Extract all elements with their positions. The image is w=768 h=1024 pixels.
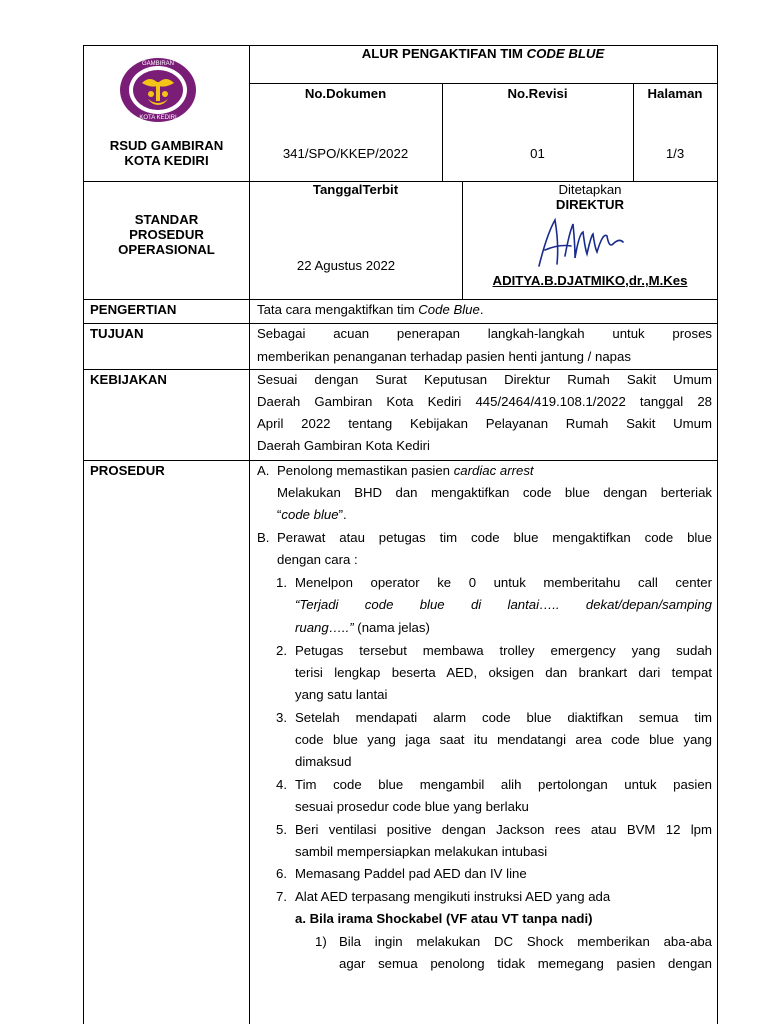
- kebijakan-line: Daerah Gambiran Kota Kediri 445/2464/419.108.1/2022 tanggal 28: [257, 394, 712, 409]
- item-1-line: “Terjadi code blue di lantai….. dekat/depan/samping: [295, 597, 712, 612]
- doc-number-value: 341/SPO/KKEP/2022: [282, 146, 409, 161]
- logo-emblem-icon: [118, 55, 198, 125]
- item-2-marker: 2.: [276, 643, 287, 658]
- revision-label: No.Revisi: [507, 86, 568, 101]
- tujuan-line: Sebagai acuan penerapan langkah-langkah untuk proses: [257, 326, 712, 341]
- item-3-line: Setelah mendapati alarm code blue diaktifkan semua tim: [295, 710, 712, 725]
- director-name: ADITYA.B.DJATMIKO,dr.,M.Kes: [492, 273, 688, 288]
- item-6-marker: 6.: [276, 866, 287, 881]
- sub-a-heading: a. Bila irama Shockabel (VF atau VT tanpa nadi): [295, 911, 593, 926]
- page-value: 1/3: [665, 146, 685, 161]
- tujuan-line: memberikan penanganan terhadap pasien henti jantung / napas: [257, 349, 631, 364]
- step-a-line: Penolong memastikan pasien cardiac arrest: [277, 463, 534, 478]
- issue-date-value: 22 Agustus 2022: [296, 258, 396, 273]
- step-b-line: dengan cara :: [277, 552, 358, 567]
- hospital-name-line1: RSUD GAMBIRAN: [109, 138, 224, 153]
- step-a-line: “code blue”.: [277, 507, 347, 522]
- item-4-line: sesuai prosedur code blue yang berlaku: [295, 799, 529, 814]
- kebijakan-label: KEBIJAKAN: [90, 372, 167, 387]
- spo-label-line1: STANDAR: [134, 212, 199, 227]
- item-1-line: ruang…..” (nama jelas): [295, 620, 430, 635]
- spo-label-line2: PROSEDUR: [129, 227, 204, 242]
- prosedur-label: PROSEDUR: [90, 463, 165, 478]
- spo-label-line3: OPERASIONAL: [118, 242, 215, 257]
- item-3-line: code blue yang jaga saat itu mendatangi area code blue yang: [295, 732, 712, 747]
- revision-value: 01: [530, 146, 545, 161]
- item-2-line: yang satu lantai: [295, 687, 388, 702]
- step-a-marker: A.: [257, 463, 270, 478]
- item-4-line: Tim code blue mengambil alih pertolongan untuk pasien: [295, 777, 712, 792]
- tujuan-label: TUJUAN: [90, 326, 144, 341]
- svg-text:KOTA KEDIRI: KOTA KEDIRI: [139, 115, 177, 121]
- item-2-line: Petugas tersebut membawa trolley emergency yang sudah: [295, 643, 712, 658]
- item-1-line: Menelpon operator ke 0 untuk memberitahu call center: [295, 575, 712, 590]
- item-2-line: terisi lengkap beserta AED, oksigen dan brankart dari tempat: [295, 665, 712, 680]
- item-5-line: sambil mempersiapkan melakukan intubasi: [295, 844, 548, 859]
- hospital-name-line2: KOTA KEDIRI: [124, 153, 209, 168]
- item-1-marker: 1.: [276, 575, 287, 590]
- item-6-line: Memasang Paddel pad AED dan IV line: [295, 866, 527, 881]
- established-label: Ditetapkan: [558, 182, 622, 197]
- item-3-line: dimaksud: [295, 754, 352, 769]
- issue-date-label: TanggalTerbit: [312, 182, 399, 197]
- kebijakan-line: April 2022 tentang Kebijakan Pelayanan Rumah Sakit Umum: [257, 416, 712, 431]
- sub-a1-line: Bila ingin melakukan DC Shock memberikan aba-aba: [339, 934, 712, 949]
- item-5-marker: 5.: [276, 822, 287, 837]
- step-b-line: Perawat atau petugas tim code blue mengaktifkan code blue: [277, 530, 712, 545]
- signature-icon: [535, 214, 625, 270]
- page-label: Halaman: [647, 86, 703, 101]
- director-signature: [535, 214, 625, 270]
- sub-a1-line: agar semua penolong tidak memegang pasien dengan: [339, 956, 712, 971]
- hospital-logo: [118, 55, 198, 125]
- item-4-marker: 4.: [276, 777, 287, 792]
- doc-number-label: No.Dokumen: [304, 86, 387, 101]
- step-a-line: Melakukan BHD dan mengaktifkan code blue dengan berteriak: [277, 485, 712, 500]
- item-7-marker: 7.: [276, 889, 287, 904]
- item-7-line: Alat AED terpasang mengikuti instruksi AED yang ada: [295, 889, 611, 904]
- sub-a1-marker: 1): [315, 934, 327, 949]
- director-label: DIREKTUR: [555, 197, 625, 212]
- kebijakan-line: Sesuai dengan Surat Keputusan Direktur Rumah Sakit Umum: [257, 372, 712, 387]
- document-title: ALUR PENGAKTIFAN TIM CODE BLUE: [361, 46, 605, 61]
- pengertian-label: PENGERTIAN: [90, 302, 177, 317]
- item-3-marker: 3.: [276, 710, 287, 725]
- kebijakan-line: Daerah Gambiran Kota Kediri: [257, 438, 430, 453]
- item-5-line: Beri ventilasi positive dengan Jackson rees atau BVM 12 lpm: [295, 822, 712, 837]
- svg-text:GAMBIRAN: GAMBIRAN: [141, 61, 175, 67]
- pengertian-text: Tata cara mengaktifkan tim Code Blue.: [257, 302, 484, 317]
- step-b-marker: B.: [257, 530, 270, 545]
